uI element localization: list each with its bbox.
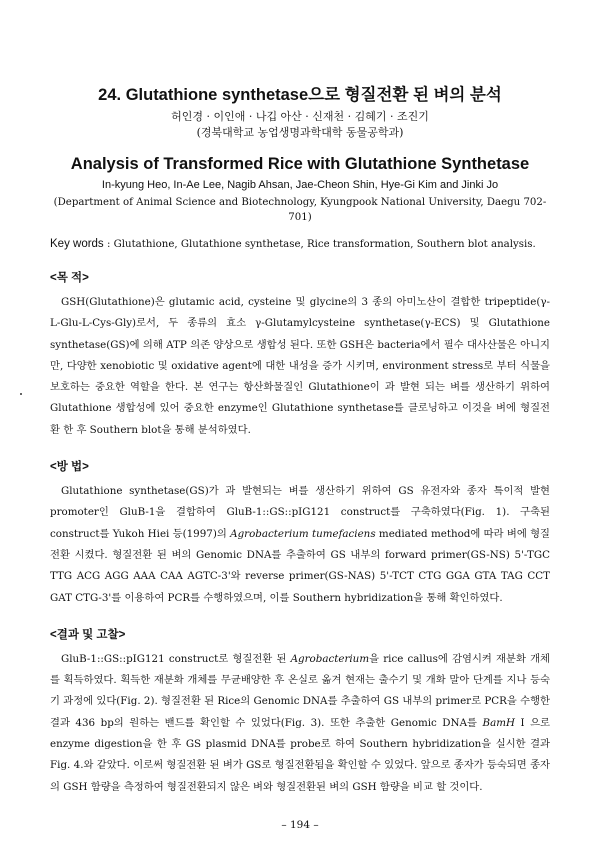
results-genus-name: Agrobacterium bbox=[290, 652, 370, 665]
authors-korean: 허인경 · 이인애 · 나깁 아산 · 신재천 · 김혜기 · 조진기 bbox=[171, 110, 429, 123]
section-text-methods bbox=[50, 481, 550, 609]
affiliation-korean: (경북대학교 농업생명과학대학 동물공학과) bbox=[196, 126, 404, 139]
keywords bbox=[50, 237, 550, 252]
page-number: – 194 – bbox=[281, 819, 319, 831]
affiliation-english: (Department of Animal Science and Biotechnology, Kyungpook National University, Daegu 702-701) bbox=[53, 197, 547, 223]
title-english: Analysis of Transformed Rice with Glutathione Synthetase bbox=[70, 155, 530, 173]
results-text-part-3: I 으로 enzyme digestion을 한 후 GS plasmid DNA를 probe로 하여 Southern hybridization을 실시한 결과 Fig. 4.와 같았다. 이로써 형질전환 된 벼가 GS로 형질전환됨을 확인할 수 있었다. 앞으로 종자가 등숙되면 종자의 GSH 함량을 측정하여 형질전환되지 않은 벼와 형질전환된 벼의 GSH 함량을 비교 할 것이다. bbox=[50, 716, 550, 793]
methods-text-part-1: Glutathione synthetase(GS)가 과 발현되는 벼를 생산하기 위하여 GS 유전자와 종자 특이적 발현 promoter인 GluB-1을 결합하여 GluB-1::GS::pIG121 construct를 구축하였다(Fig. 1). 구축된 construct를 Yukoh Hiei 등(1997)의 bbox=[50, 485, 550, 540]
results-text-part-2: 을 rice callus에 감염시켜 재분화 개체를 획득하였다. 획득한 재분화 개체를 무균배양한 후 온실로 옮겨 현재는 출수기 및 개화 말아 단계를 지나 등숙기 과정에 있다(Fig. 2). 형질전환 된 Rice의 Genomic DNA를 추출하여 GS 내부의 primer로 PCR을 수행한 결과 436 bp의 원하는 밴드를 확인할 수 있었다(Fig. 3). 또한 추출한 Genomic DNA를 bbox=[50, 652, 550, 729]
section-heading-purpose: <목 적> bbox=[50, 272, 89, 284]
methods-text-part-2: mediated method에 따라 벼에 형질전환 시켰다. 형질전환 된 벼의 Genomic DNA를 추출하여 GS 내부의 forward primer(GS-NS) 5'-TGC TTG ACG AGG AAA CAA AGTC-3'와 reverse primer(GS-NAS) 5'-TCT CTG GGA GTA TAG CCT GAT CTG-3'를 이용하여 PCR를 수행하였으며, 이를 Southern hybridization을 통해 확인하였다. bbox=[50, 527, 550, 604]
methods-species-name: Agrobacterium tumefaciens bbox=[230, 527, 376, 540]
authors-english: In-kyung Heo, In-Ae Lee, Nagib Ahsan, Jae-Cheon Shin, Hye-Gi Kim and Jinki Jo bbox=[101, 179, 499, 191]
results-text-part-1: GluB-1::GS::pIG121 construct로 형질전환 된 bbox=[61, 652, 291, 665]
title-korean: 24. Glutathione synthetase으로 형질전환 된 벼의 분석 bbox=[98, 86, 502, 104]
margin-mark bbox=[20, 393, 22, 395]
keywords-text: : Glutathione, Glutathione synthetase, Rice transformation, Southern blot analysis. bbox=[106, 239, 536, 250]
section-text-results bbox=[50, 649, 550, 798]
section-heading-methods: <방 법> bbox=[50, 461, 89, 474]
section-heading-results: <결과 및 고찰> bbox=[50, 628, 126, 641]
keywords-label: Key words bbox=[50, 238, 104, 250]
results-enzyme-name: BamH bbox=[482, 716, 515, 729]
section-text-purpose: GSH(Glutathione)은 glutamic acid, cysteine 및 glycine의 3 종의 아미노산이 결합한 tripeptide(γ-L-Glu-L-Cys-Gly)로서, 두 종류의 효소 γ-Glutamylcysteine synthetase(γ-ECS) 및 Glutathione synthetase(GS)에 의해 ATP 의존 양상으로 생합성 된다. 또한 GSH은 bacteria에서 필수 대사산물은 아니지만, 다양한 xenobiotic 및 oxidative agent에 대한 내성을 증가 시키며, environment stress로 부터 식물을 보호하는 중요한 역할을 한다. 본 연구는 항산화물질인 Glutathione이 과 발현 되는 벼를 생산하기 위하여 Glutathione 생합성에 있어 중요한 enzyme인 Glutathione synthetase를 클로닝하고 이것을 벼에 형질전환 한 후 Southern blot을 통해 분석하였다. bbox=[50, 296, 550, 436]
